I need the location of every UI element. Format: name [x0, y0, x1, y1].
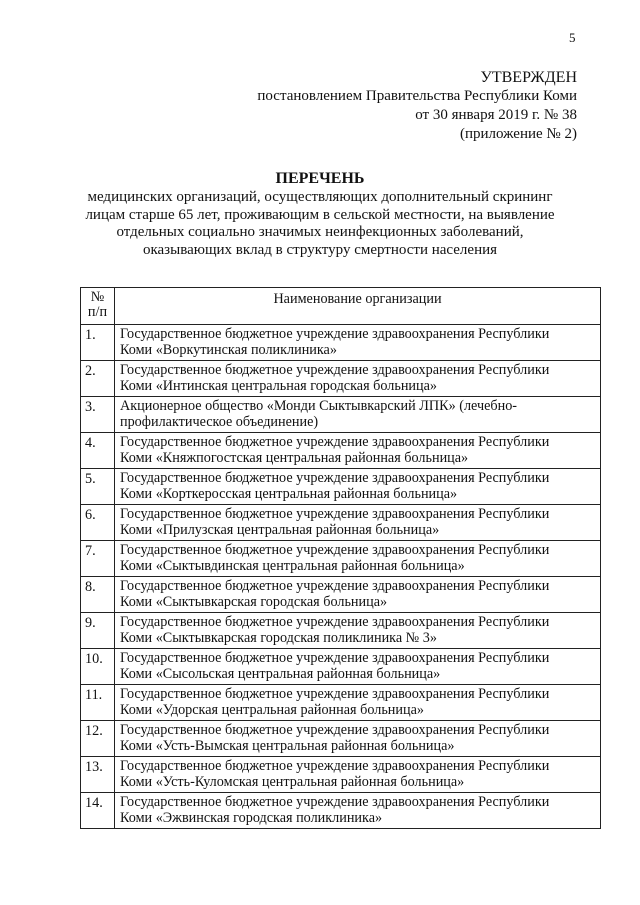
- row-number: 6.: [81, 505, 115, 541]
- approval-heading: УТВЕРЖДЕН: [480, 69, 577, 86]
- table-row: [81, 685, 601, 721]
- row-number: 1.: [81, 325, 115, 361]
- page-number: 5: [569, 30, 576, 45]
- table-row: [81, 541, 601, 577]
- row-number: 10.: [81, 649, 115, 685]
- org-line: Коми «Воркутинская поликлиника»: [120, 342, 337, 358]
- org-line: Государственное бюджетное учреждение здравоохранения Республики: [120, 794, 550, 810]
- row-organization: [115, 397, 601, 433]
- org-line: Государственное бюджетное учреждение здравоохранения Республики: [120, 650, 550, 666]
- row-number: 2.: [81, 361, 115, 397]
- table-row: [81, 361, 601, 397]
- row-organization: [115, 505, 601, 541]
- row-number: 8.: [81, 577, 115, 613]
- org-line: Коми «Интинская центральная городская больница»: [120, 378, 437, 394]
- table-row: [81, 325, 601, 361]
- org-line: Коми «Княжпогостская центральная районная больница»: [120, 450, 469, 466]
- row-organization: [115, 649, 601, 685]
- header-num-sign: №: [90, 289, 105, 305]
- table-row: [81, 613, 601, 649]
- org-line: Коми «Удорская центральная районная больница»: [120, 702, 424, 718]
- subtitle-line: отдельных социально значимых неинфекционных заболеваний,: [116, 224, 524, 240]
- row-organization: [115, 469, 601, 505]
- org-line: Государственное бюджетное учреждение здравоохранения Республики: [120, 686, 550, 702]
- row-organization: [115, 685, 601, 721]
- approval-line-appendix: (приложение № 2): [459, 126, 577, 142]
- document-subtitle: [60, 189, 580, 259]
- org-line: Государственное бюджетное учреждение здравоохранения Республики: [120, 578, 550, 594]
- org-line: Коми «Сысольская центральная районная больница»: [120, 666, 441, 682]
- approval-line-decree: постановлением Правительства Республики Коми: [257, 88, 577, 104]
- org-line: Коми «Эжвинская городская поликлиника»: [120, 810, 383, 826]
- row-organization: [115, 325, 601, 361]
- org-line: Государственное бюджетное учреждение здравоохранения Республики: [120, 614, 550, 630]
- org-line: Государственное бюджетное учреждение здравоохранения Республики: [120, 470, 550, 486]
- table-row: [81, 433, 601, 469]
- table-header-row: [81, 288, 601, 325]
- subtitle-line: оказывающих вклад в структуру смертности населения: [142, 241, 498, 258]
- org-line: Коми «Прилузская центральная районная больница»: [120, 522, 440, 538]
- subtitle-line: медицинских организаций, осуществляющих дополнительный скрининг: [87, 189, 553, 205]
- table-row: [81, 505, 601, 541]
- org-line: Государственное бюджетное учреждение здравоохранения Республики: [120, 722, 550, 738]
- header-name: Наименование организации: [115, 288, 601, 325]
- row-organization: [115, 433, 601, 469]
- subtitle-line: лицам старше 65 лет, проживающим в сельской местности, на выявление: [85, 206, 555, 223]
- row-number: 9.: [81, 613, 115, 649]
- document-title: ПЕРЕЧЕНЬ: [275, 170, 365, 187]
- organizations-table: [80, 287, 601, 829]
- table-row: [81, 721, 601, 757]
- org-line: Государственное бюджетное учреждение здравоохранения Республики: [120, 326, 550, 342]
- row-organization: [115, 361, 601, 397]
- org-line: профилактическое объединение): [120, 414, 319, 430]
- row-organization: [115, 577, 601, 613]
- row-number: 4.: [81, 433, 115, 469]
- row-organization: [115, 757, 601, 793]
- row-organization: [115, 613, 601, 649]
- row-organization: [115, 721, 601, 757]
- org-line: Государственное бюджетное учреждение здравоохранения Республики: [120, 506, 550, 522]
- row-organization: [115, 541, 601, 577]
- table-row: [81, 793, 601, 829]
- org-line: Коми «Сыктывдинская центральная районная больница»: [120, 558, 465, 574]
- row-number: 13.: [81, 757, 115, 793]
- row-number: 5.: [81, 469, 115, 505]
- row-number: 7.: [81, 541, 115, 577]
- org-line: Государственное бюджетное учреждение здравоохранения Республики: [120, 758, 550, 774]
- approval-line-date: от 30 января 2019 г. № 38: [415, 107, 577, 123]
- row-organization: [115, 793, 601, 829]
- org-line: Государственное бюджетное учреждение здравоохранения Республики: [120, 434, 550, 450]
- org-line: Государственное бюджетное учреждение здравоохранения Республики: [120, 542, 550, 558]
- row-number: 3.: [81, 397, 115, 433]
- org-line: Коми «Усть-Куломская центральная районная больница»: [120, 774, 465, 790]
- table-row: [81, 649, 601, 685]
- approval-block: [217, 68, 577, 144]
- org-line: Коми «Сыктывкарская городская больница»: [120, 594, 388, 610]
- header-num: [81, 288, 115, 325]
- org-line: Коми «Усть-Вымская центральная районная больница»: [120, 738, 455, 754]
- table-row: [81, 577, 601, 613]
- header-num-abbr: п/п: [87, 304, 108, 320]
- org-line: Коми «Сыктывкарская городская поликлиника № 3»: [120, 630, 437, 646]
- table-row: [81, 757, 601, 793]
- org-line: Акционерное общество «Монди Сыктывкарский ЛПК» (лечебно-: [120, 398, 518, 414]
- org-line: Коми «Корткеросская центральная районная больница»: [120, 486, 458, 502]
- org-line: Государственное бюджетное учреждение здравоохранения Республики: [120, 362, 550, 378]
- row-number: 12.: [81, 721, 115, 757]
- row-number: 14.: [81, 793, 115, 829]
- row-number: 11.: [81, 685, 115, 721]
- table-row: [81, 397, 601, 433]
- table-row: [81, 469, 601, 505]
